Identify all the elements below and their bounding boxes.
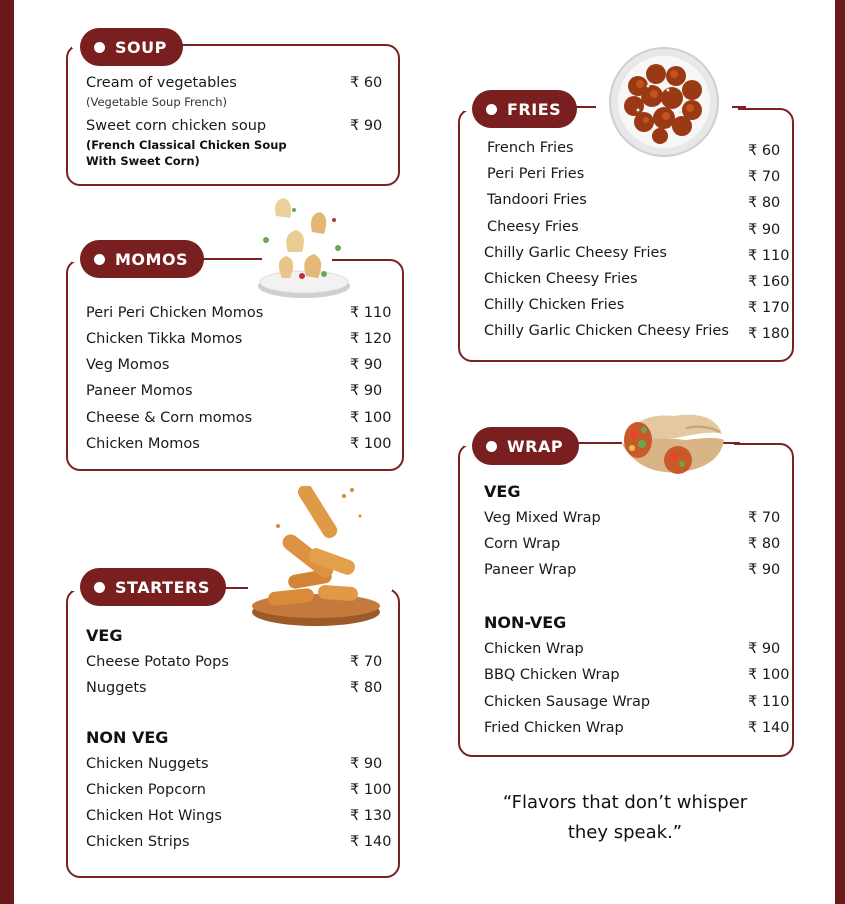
menu-item-name: Chicken Popcorn [86,782,206,798]
fries-title-pill [472,90,577,128]
fried-chicken-bowl-image [608,46,720,158]
menu-item-name: Cheese & Corn momos [86,410,253,426]
momos-image [254,190,354,305]
quote-line-1: “Flavors that don’t whisper [502,792,748,813]
menu-item-name: Veg Mixed Wrap [484,510,601,526]
starters-title: STARTERS [115,577,210,597]
menu-item-name: Chicken Hot Wings [86,808,222,824]
menu-item-price: ₹ 90 [350,357,383,373]
bullet-icon [94,42,105,53]
bullet-icon [486,441,497,452]
menu-item-price: ₹ 90 [350,383,383,399]
menu-item-name: Sweet corn chicken soup [86,118,267,134]
menu-item-price: ₹ 70 [748,510,781,526]
nonveg-heading: NON-VEG [484,613,567,632]
wrap-title-pill [472,427,579,465]
menu-item-name: Chilly Garlic Cheesy Fries [484,245,667,261]
menu-item-name: Chilly Garlic Chicken Cheesy Fries [484,323,729,339]
momos-title: MOMOS [115,249,189,269]
menu-item-name: Tandoori Fries [487,192,587,208]
menu-item-price: ₹ 90 [748,222,781,238]
soup-title: SOUP [115,37,167,57]
menu-item-name: Chilly Chicken Fries [484,297,625,313]
page-frame-right [835,0,845,904]
menu-item-name: Nuggets [86,680,147,696]
menu-item-name: Cream of vegetables [86,75,237,91]
menu-item-name: Paneer Momos [86,383,193,399]
menu-item-price: ₹ 80 [350,680,383,696]
menu-item-price: ₹ 100 [350,436,392,452]
menu-item-price: ₹ 130 [350,808,392,824]
menu-item-price: ₹ 60 [748,143,781,159]
menu-item-price: ₹ 110 [350,305,392,321]
menu-item-name: BBQ Chicken Wrap [484,667,620,683]
menu-item-price: ₹ 110 [748,694,790,710]
bullet-icon [94,582,105,593]
menu-item-price: ₹ 110 [748,248,790,264]
menu-item-name: Chicken Strips [86,834,190,850]
menu-item-name: French Fries [487,140,574,156]
bullet-icon [94,254,105,265]
menu-item-price: ₹ 100 [350,782,392,798]
menu-item-name: Chicken Cheesy Fries [484,271,638,287]
menu-item-price: ₹ 70 [350,654,383,670]
menu-item-name: Chicken Nuggets [86,756,209,772]
wrap-title: WRAP [507,436,564,456]
menu-item-price: ₹ 180 [748,326,790,342]
menu-item-name: Peri Peri Chicken Momos [86,305,264,321]
menu-item-price: ₹ 140 [748,720,790,736]
menu-item-name: Chicken Momos [86,436,200,452]
menu-item-price: ₹ 90 [350,756,383,772]
menu-item-desc: (Vegetable Soup French) [86,95,227,109]
menu-item-price: ₹ 70 [748,169,781,185]
menu-item-price: ₹ 170 [748,300,790,316]
menu-item-desc: (French Classical Chicken Soup [86,138,287,152]
menu-item-name: Chicken Wrap [484,641,584,657]
wrap-image [616,400,728,482]
menu-item-name: Veg Momos [86,357,170,373]
nonveg-heading: NON VEG [86,728,169,747]
veg-heading: VEG [484,482,521,501]
menu-item-price: ₹ 60 [350,75,383,91]
menu-item-price: ₹ 80 [748,536,781,552]
bullet-icon [486,104,497,115]
menu-item-price: ₹ 120 [350,331,392,347]
menu-item-price: ₹ 100 [748,667,790,683]
chicken-strips-image [248,486,388,630]
tagline-quote [470,788,780,848]
menu-item-price: ₹ 140 [350,834,392,850]
menu-item-name: Peri Peri Fries [487,166,585,182]
veg-heading: VEG [86,626,123,645]
menu-item-name: Chicken Sausage Wrap [484,694,651,710]
menu-item-price: ₹ 160 [748,274,790,290]
menu-item-price: ₹ 80 [748,195,781,211]
menu-item-price: ₹ 90 [748,562,781,578]
starters-title-pill [80,568,226,606]
menu-item-name: Paneer Wrap [484,562,577,578]
quote-line-2: they speak.” [567,822,683,843]
fries-title: FRIES [507,99,562,119]
page-frame-left [0,0,14,904]
menu-item-name: Cheesy Fries [487,219,579,235]
momos-title-pill [80,240,204,278]
menu-item-name: Chicken Tikka Momos [86,331,243,347]
menu-item-price: ₹ 100 [350,410,392,426]
menu-item-price: ₹ 90 [748,641,781,657]
menu-item-name: Corn Wrap [484,536,561,552]
menu-item-price: ₹ 90 [350,118,383,134]
menu-item-name: Cheese Potato Pops [86,654,229,670]
menu-item-name: Fried Chicken Wrap [484,720,624,736]
menu-item-desc: With Sweet Corn) [86,154,200,168]
soup-title-pill [80,28,183,66]
